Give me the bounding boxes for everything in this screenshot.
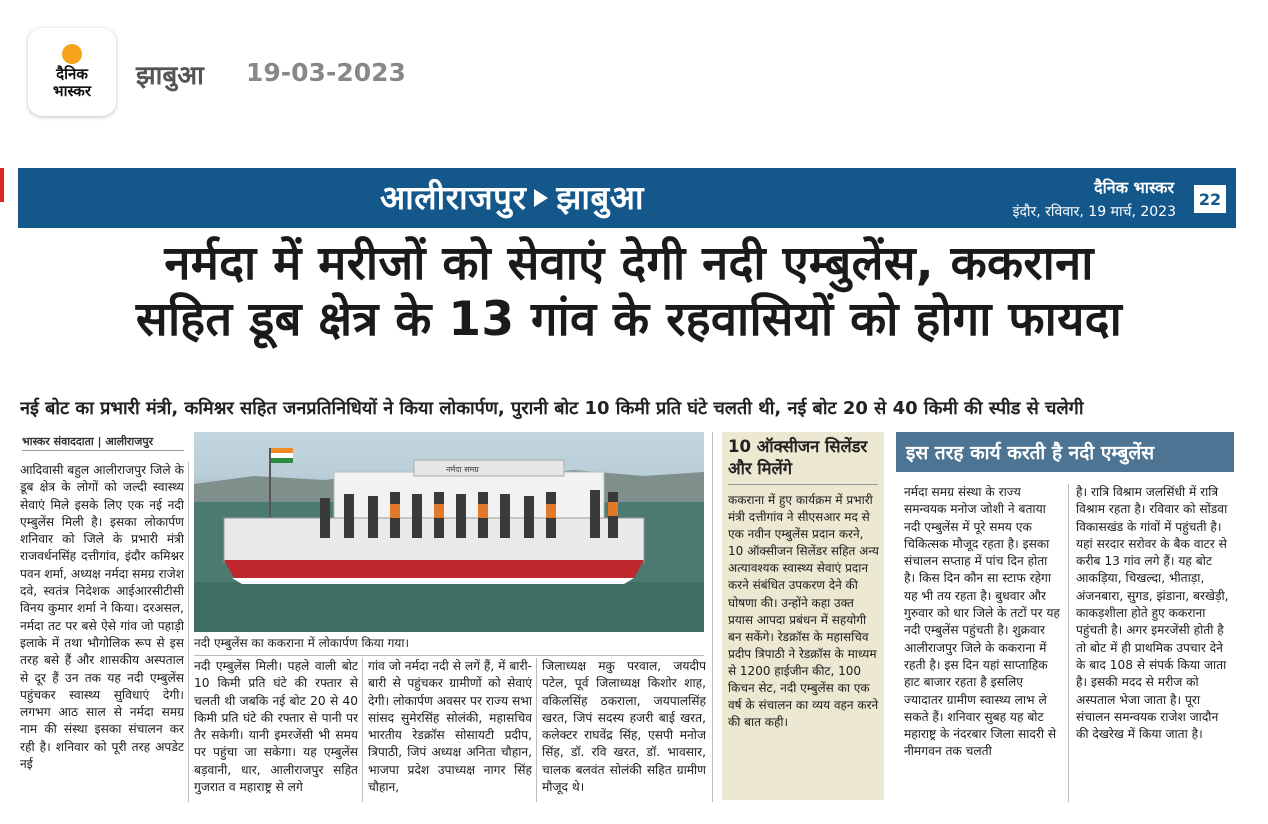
edition-name[interactable]: झाबुआ xyxy=(136,61,204,91)
logo-text-line1: दैनिक xyxy=(56,65,88,83)
headline-line1: नर्मदा में मरीजों को सेवाएं देगी नदी एम्बुलेंस, ककराना xyxy=(164,236,1094,291)
app-logo[interactable] xyxy=(28,28,116,116)
sidebox-divider xyxy=(728,484,878,485)
article-column-4: जिलाध्यक्ष मकु परवाल, जयदीप पटेल, पूर्व जिलाध्यक्ष किशोर शाह, वकिलसिंह ठकराला, जयपालसिंह खरत, जिपं सदस्य हजरी बाई खरत, कलेक्टर राघवेंद्र सिंह, एसपी मनोज सिंह, डॉ. रवि खरत, डॉ. भावसार, चालक बलवंत सोलंकी सहित ग्रामीण मौजूद थे। xyxy=(542,659,706,795)
column-divider xyxy=(712,432,713,802)
article-column-2: नदी एम्बुलेंस मिली। पहले वाली बोट 10 किमी प्रति घंटे की रफ्तार से चलती थी जबकि नई बोट 20 से 40 किमी प्रति घंटे की रफ्तार से पानी पर तैर सकेगी। यानी इमरजेंसी भी समय पर पहुंचा जा सकेगा। यह एम्बुलेंस बड़वानी, धार, आलीराजपुर सहित गुजरात व महाराष्ट्र से लगे xyxy=(194,659,358,795)
article-headline xyxy=(18,236,1240,348)
logo-text-line2: भास्कर xyxy=(53,82,91,100)
boat-photo xyxy=(194,432,704,632)
article-byline: भास्कर संवाददाता | आलीराजपुर xyxy=(22,435,154,448)
sidebox-title: 10 ऑक्सीजन सिलेंडर और मिलेंगे xyxy=(728,437,868,478)
byline-divider xyxy=(22,450,184,451)
section-title-left: आलीराजपुर xyxy=(380,178,527,217)
info-column-1: नर्मदा समग्र संस्था के राज्य समन्वयक मनोज जोशी ने बताया नदी एम्बुलेंस में पूरे समय एक चिकित्सक मौजूद रहता है। इसका संचालन सप्ताह में पांच दिन होता है। किस दिन कौन सा स्टाफ रहेगा यह भी तय रहता है। बुधवार और गुरुवार को धार जिले के तटों पर यह नदी एम्बुलेंस पहुंचती है। शुक्रवार आलीराजपुर जिले के ककराना में रहती है। इस दिन यहां साप्ताहिक हाट बाजार रहता है इसलिए ज्यादातर ग्रामीण स्वास्थ्य लाभ ले सकते हैं। शनिवार सुबह यह बोट महाराष्ट्र के नंदरबार जिला सादरी से नीमगवन तक चलती xyxy=(904,485,1060,759)
article-column-3: गांव जो नर्मदा नदी से लगें हैं, में बारी-बारी से पहुंचकर ग्रामीणों को सेवाएं देगी। लोकार्पण अवसर पर राज्य सभा सांसद सुमेरसिंह सोलंकी, महासचिव भारतीय रेडक्रॉस सोसायटी प्रदीप, त्रिपाठी, जिपं अध्यक्ष अनिता चौहान, भाजपा प्रदेश उपाध्यक्ष नागर सिंह चौहान, xyxy=(368,659,532,795)
paper-name: दैनिक भास्कर xyxy=(1094,178,1174,197)
article-column-1: आदिवासी बहुल आलीराजपुर जिले के डूब क्षेत्र के लोगों को जल्दी स्वास्थ्य सेवाएं मिले इसके लिए एक नई नदी एम्बुलेंस मिली है। इसका लोकार्पण शनिवार को जिले के प्रभारी मंत्री राजवर्धनसिंह दत्तीगांव, इंदौर कमिश्नर पवन शर्मा, अध्यक्ष नर्मदा समग्र राजेश दवे, स्वतंत्र निदेशक आईआरसीटीसी विनय कुमार शर्मा ने किया। दरअसल, नर्मदा तट पर बसे ऐसे गांव जो पहाड़ी इलाके में तथा भौगोलिक रूप से इस तरह बसे हैं और शासकीय अस्पताल से दूर हैं उन तक यह नदी एम्बुलेंस पहुंचकर स्वास्थ्य सुविधाएं देगी। लगभग आठ साल से नर्मदा समग्र नाम की संस्था इसका संचालन कर रही है। शनिवार को पूरी तरह अपडेट नई xyxy=(20,463,184,772)
sun-icon xyxy=(62,44,82,64)
column-divider xyxy=(536,658,537,802)
app-header xyxy=(0,0,1268,140)
page-number: 22 xyxy=(1194,185,1226,213)
oxygen-sidebox xyxy=(722,432,884,800)
column-divider xyxy=(188,462,189,802)
boat-banner-text: नर्मदा समग्र xyxy=(446,465,479,474)
section-title-right: झाबुआ xyxy=(556,178,644,217)
headline-line2: सहित डूब क्षेत्र के 13 गांव के रहवासियों को होगा फायदा xyxy=(135,292,1123,347)
section-band xyxy=(18,168,1236,228)
photo-caption: नदी एम्बुलेंस का ककराना में लोकार्पण किया गया। xyxy=(194,634,704,656)
column-divider xyxy=(362,658,363,802)
column-divider xyxy=(1068,484,1069,802)
info-column-2: है। रात्रि विश्राम जलसिंधी में रात्रि विश्राम रहता है। रविवार को सोंडवा विकासखंड के गांवों में पहुंचती है। यहां सरदार सरोवर के बैक वाटर से करीब 13 गांव लगे हैं। यह बोट आकड़िया, चिखल्दा, भीताड़ा, अंजनबारा, सुगड, झंडाना, बरखेड़ी, काकड़शीला होते हुए ककराना पहुंचती है। अगर इमरजेंसी होती है तो बोट में ही प्राथमिक उपचार देने के बाद 108 से संपर्क किया जाता है। इसकी मदद से मरीज को अस्पताल भेजा जाता है। पूरा संचालन समन्वयक राजेश जादौन की देखरेख में किया जाता है। xyxy=(1076,485,1229,742)
page-marker xyxy=(0,168,4,202)
info-section-header: इस तरह कार्य करती है नदी एम्बुलेंस xyxy=(896,432,1234,472)
edition-date[interactable]: 19-03-2023 xyxy=(246,58,406,87)
article-subhead: नई बोट का प्रभारी मंत्री, कमिश्नर सहित जनप्रतिनिधियों ने किया लोकार्पण, पुरानी बोट 10 किमी प्रति घंटे चलती थी, नई बोट 20 से 40 किमी की स्पीड से चलेगी xyxy=(20,398,1084,419)
arrow-right-icon xyxy=(534,189,548,207)
section-title xyxy=(380,174,644,219)
boat-illustration xyxy=(194,432,704,632)
paper-dateline: इंदौर, रविवार, 19 मार्च, 2023 xyxy=(1012,204,1176,220)
sidebox-text: ककराना में हुए कार्यक्रम में प्रभारी मंत्री दत्तीगांव ने सीएसआर मद से एक नवीन एम्बुलेंस प्रदान करने, 10 ऑक्सीजन सिलेंडर सहित अन्य अत्यावश्यक स्वास्थ्य सेवाएं प्रदान करने संबंधित उपकरण देने की घोषणा की। उन्होंने कहा उक्त प्रयास आपदा प्रबंधन में सहयोगी बन सकेंगे। रेडक्रॉस के महासचिव प्रदीप त्रिपाठी ने रेडक्रॉस के माध्यम से 1200 हाईजीन कीट, 100 किचन सेट, नदी एम्बुलेंस का एक वर्ष के संचालन का व्यय वहन करने की बात कही। xyxy=(728,493,879,730)
